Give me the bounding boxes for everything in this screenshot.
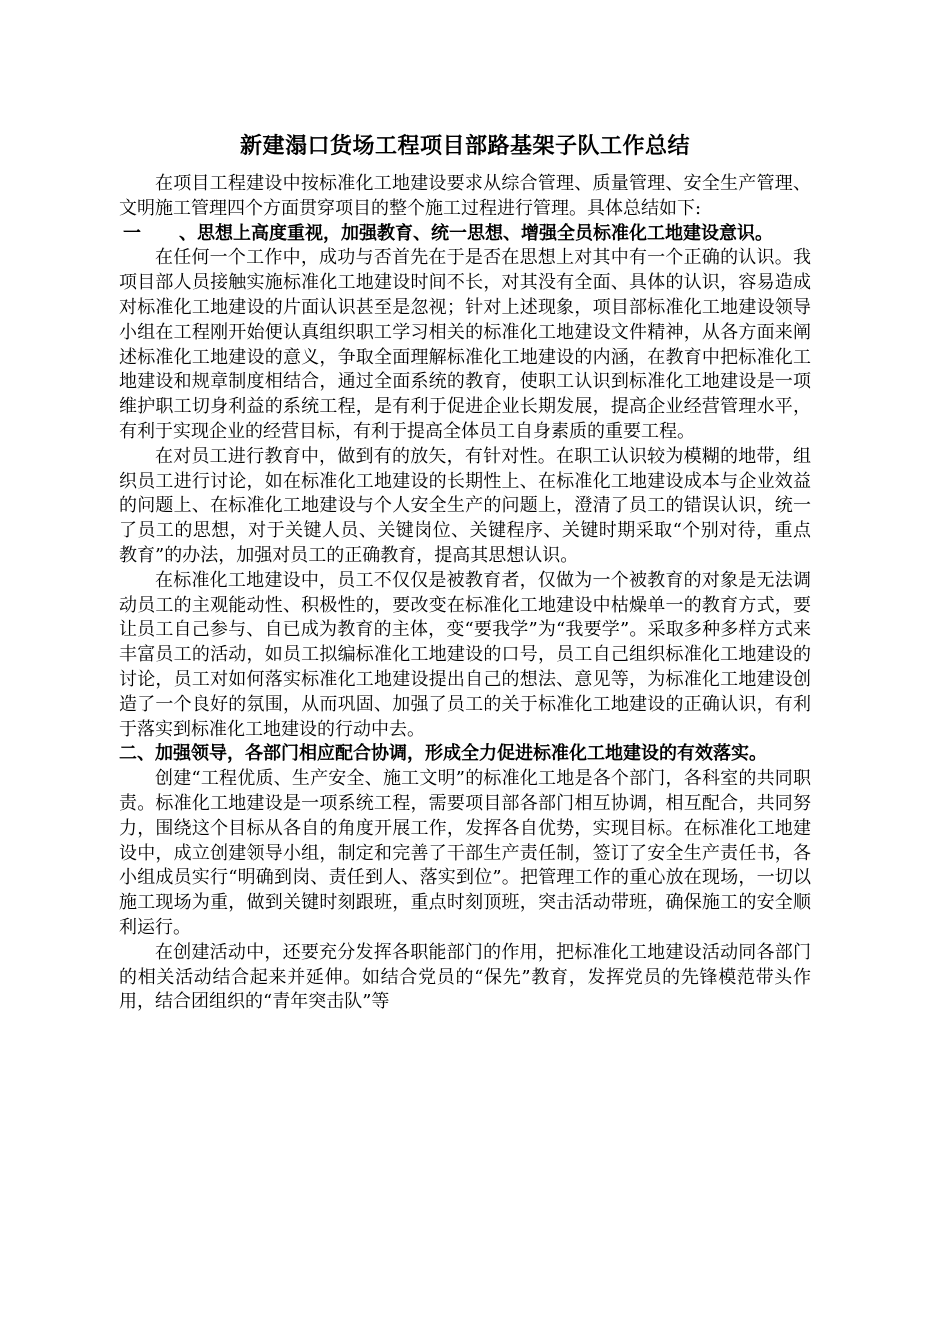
document-body xyxy=(119,132,811,1015)
section-1-heading xyxy=(119,222,811,247)
document-title: 新建溻口货场工程项目部路基架子队工作总结 xyxy=(239,134,690,159)
intro-paragraph: 在项目工程建设中按标准化工地建设要求从综合管理、质量管理、安全生产管理、文明施工管理四个方面贯穿项目的整个施工过程进行管理。具体总结如下: xyxy=(119,173,811,219)
section-1-paragraph-1: 在任何一个工作中，成功与否首先在于是否在思想上对其中有一个正确的认识。我项目部人员接触实施标准化工地建设时间不长，对其没有全面、具体的认识，容易造成对标准化工地建设的片面认识甚至是忽视；针对上述现象，项目部标准化工地建设领导小组在工程刚开始便认真组织职工学习相关的标准化工地建设文件精神，从各方面来阐述标准化工地建设的意义，争取全面理解标准化工地建设的内涵，在教育中把标准化工地建设和规章制度相结合，通过全面系统的教育，使职工认识到标准化工地建设是一项维护职工切身利益的系统工程，是有利于促进企业长期发展，提高企业经营管理水平，有利于实现企业的经营目标，有利于提高全体员工自身素质的重要工程。 xyxy=(119,247,811,442)
section-1-paragraph-3: 在标准化工地建设中，员工不仅仅是被教育者，仅做为一个被教育的对象是无法调动员工的主观能动性、积极性的，要改变在标准化工地建设中枯燥单一的教育方式，要让员工自己参与、自已成为教育的主体，变“要我学”为“我要学”。采取多种多样方式来丰富员工的活动，如员工拟编标准化工地建设的口号，员工自己组织标准化工地建设的讨论，员工对如何落实标准化工地建设提出自己的想法、意见等，为标准化工地建设创造了一个良好的氛围，从而巩固、加强了员工的关于标准化工地建设的正确认识，有利于落实到标准化工地建设的行动中去。 xyxy=(119,569,811,740)
section-2-paragraph-2: 在创建活动中，还要充分发挥各职能部门的作用，把标准化工地建设活动同各部门的相关活动结合起来并延伸。如结合党员的“保先”教育，发挥党员的先锋模范带头作用，结合团组织的“青年突击队”等 xyxy=(119,941,811,1013)
section-2-paragraph-1: 创建“工程优质、生产安全、施工文明”的标准化工地是各个部门，各科室的共同职责。标准化工地建设是一项系统工程，需要项目部各部门相互协调，相互配合，共同努力，围绕这个目标从各自的角度开展工作，发挥各自优势，实现目标。在标准化工地建设中，成立创建领导小组，制定和完善了干部生产责任制，签订了安全生产责任书，各小组成员实行“明确到岗、责任到人、落实到位”。把管理工作的重心放在现场，一切以施工现场为重，做到关键时刻跟班，重点时刻顶班，突击活动带班，确保施工的安全顺利运行。 xyxy=(119,768,811,938)
section-1-heading-text: 、思想上高度重视，加强教育、统一思想、增强全员标准化工地建设意识。 xyxy=(179,222,773,244)
section-2-heading: 二、加强领导，各部门相应配合协调，形成全力促进标准化工地建设的有效落实。 xyxy=(119,743,767,765)
section-1-number: 一 xyxy=(123,222,141,244)
section-1-paragraph-2: 在对员工进行教育中，做到有的放矢，有针对性。在职工认识较为模糊的地带，组织员工进行讨论，如在标准化工地建设的长期性上、在标准化工地建设成本与企业效益的问题上、在标准化工地建设与个人安全生产的问题上，澄清了员工的错误认识，统一了员工的思想，对于关键人员、关键岗位、关键程序、关键时期采取“个别对待，重点教育”的办法，加强对员工的正确教育，提高其思想认识。 xyxy=(119,445,811,566)
